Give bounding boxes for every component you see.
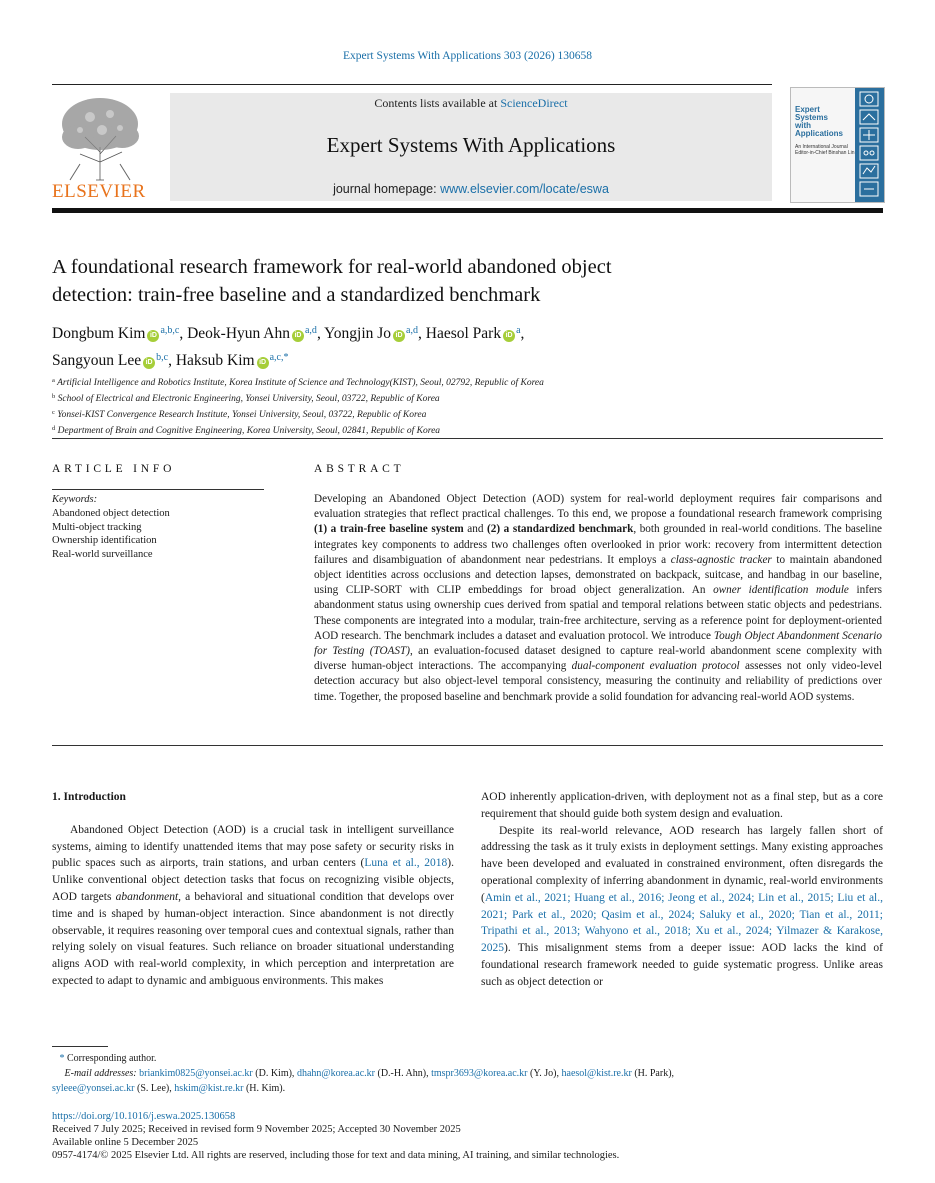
section-rule (52, 438, 883, 439)
author-name[interactable]: Dongbum Kim (52, 325, 146, 342)
cover-subtitle (795, 144, 854, 156)
homepage-line (170, 182, 772, 196)
article-title (52, 253, 812, 309)
keywords-block (52, 493, 264, 562)
email-link[interactable]: briankim0825@yonsei.ac.kr (139, 1068, 253, 1079)
title-line-2: detection: train-free baseline and a standardized benchmark (52, 284, 541, 306)
elsevier-wordmark: ELSEVIER (52, 181, 146, 202)
author-name[interactable]: Yongjin Jo (324, 325, 392, 342)
keyword: Ownership identification (52, 535, 157, 547)
abstract-italic: dual-component evaluation protocol (571, 660, 740, 673)
affiliation (52, 406, 872, 422)
author-affil-sup[interactable]: b,c (156, 352, 169, 363)
keyword: Multi-object tracking (52, 521, 142, 533)
affiliation-key: b (52, 393, 56, 400)
author-list: Dongbum Kim iD $^{a,b,c}$, Deok-Hyun Ahn iD $^{a,d}$, Yongjin Jo iD $^{a,d}$, Haesol Park iD $^a$, Sangyoun Lee iD $^{b,c}$, Haksub Kim iD $^{a,c,*}$ (52, 325, 525, 369)
footnote (52, 1051, 883, 1096)
corresponding-text: Corresponding author. (67, 1053, 157, 1064)
footnote-rule (52, 1046, 108, 1047)
email-owner: (Y. Jo), (527, 1068, 562, 1079)
affiliation-text: School of Electrical and Electronic Engineering, Yonsei University, Seoul, 03722, Republic of Korea (57, 394, 440, 404)
orcid-icon[interactable]: iD (393, 330, 405, 342)
affiliation-list (52, 374, 872, 438)
abstract-span: Developing an Abandoned Object Detection (AOD) system for real-world deployment requires fair comparisons and evaluation strategies that reflect practical challenges. To this end, we propose a foundational research framework comprising (314, 493, 882, 521)
received-dates: Received 7 July 2025; Received in revised form 9 November 2025; Accepted 30 November 2025 (52, 1124, 461, 1135)
abstract-heading: ABSTRACT (314, 463, 405, 475)
author-affil-sup[interactable]: a,d (406, 325, 418, 336)
email-link[interactable]: haesol@kist.re.kr (561, 1068, 632, 1079)
cover-title-line: Applications (795, 129, 844, 138)
body-span: ). Unlike conventional object detection tasks that focus on recognizing visible objects, AOD targets (52, 857, 454, 903)
author-affil-sup[interactable]: a (516, 325, 521, 336)
cover-title-line: with (795, 121, 811, 130)
keywords-label: Keywords: (52, 494, 98, 505)
cover-main (791, 88, 855, 202)
email-owner: (H. Kim). (243, 1083, 286, 1094)
body-span: Abandoned Object Detection (AOD) is a crucial task in intelligent surveillance systems, aiming to identify unattended items that may pose safety or security risks in public spaces such as airports, train stations, and urban centers ( (52, 823, 454, 870)
email-link[interactable]: dhahn@korea.ac.kr (296, 1068, 375, 1079)
contents-line (170, 96, 772, 111)
author-affil-sup[interactable]: a,c,* (269, 352, 289, 363)
intro-paragraph (481, 823, 883, 991)
title-line-1: A foundational research framework for real-world abandoned object (52, 256, 612, 278)
body-italic: abandonment (115, 890, 179, 903)
citation-link[interactable]: Luna et al., 2018 (364, 857, 448, 870)
keyword: Abandoned object detection (52, 507, 170, 519)
orcid-icon[interactable]: iD (292, 330, 304, 342)
elsevier-tree-logo (50, 92, 150, 182)
journal-banner (170, 93, 772, 201)
homepage-link[interactable]: www.elsevier.com/locate/eswa (440, 182, 609, 196)
abstract-bold: (2) a standardized benchmark (487, 523, 634, 536)
intro-paragraph (52, 822, 454, 990)
abstract-italic: Tough Object Abandonment Scenario for Testing (TOAST) (314, 629, 882, 658)
journal-cover-thumbnail[interactable] (790, 87, 885, 203)
body-span: Despite its real-world relevance, AOD research has largely fallen short of addressing the task as it truly exists in deployment settings. Many existing approaches have been developed and evaluated in constrained environment, often disregards the operational complexity of inferring abandonment in dynamic, real-world environments ( (481, 824, 883, 904)
header-thick-rule (52, 208, 883, 213)
footnote-star: * (59, 1053, 65, 1064)
author-name[interactable]: Haesol Park (425, 325, 502, 342)
email-owner: (D. Kim), (252, 1068, 297, 1079)
journal-citation[interactable]: Expert Systems With Applications 303 (2026) 130658 (342, 50, 593, 62)
keyword: Real-world surveillance (52, 549, 153, 561)
contents-prefix: Contents lists available at (374, 96, 501, 110)
author-name[interactable]: Sangyoun Lee (52, 352, 142, 369)
body-column-left (52, 789, 454, 990)
email-link[interactable]: tmspr3693@korea.ac.kr (431, 1068, 528, 1079)
homepage-prefix: journal homepage: (333, 182, 441, 196)
affiliation (52, 390, 872, 406)
orcid-icon[interactable]: iD (147, 330, 159, 342)
email-owner: (H. Park), (631, 1068, 675, 1079)
affiliation-key: d (52, 425, 56, 432)
affiliation-text: Yonsei-KIST Convergence Research Institute, Yonsei University, Seoul, 03722, Republic of Korea (57, 410, 427, 420)
article-info-rule (52, 489, 264, 490)
orcid-icon[interactable]: iD (143, 357, 155, 369)
cover-editor-line: Editor-in-Chief Binshan Lin (795, 150, 855, 156)
email-link[interactable]: hskim@kist.re.kr (174, 1083, 244, 1094)
cover-title-line: Systems (795, 113, 828, 122)
email-link[interactable]: syleee@yonsei.ac.kr (52, 1083, 135, 1094)
header-rule (52, 84, 772, 85)
abstract-span: , an evaluation-focused dataset designed to capture real-world abandonment scene complexity with diverse human-object interactions. The accompanying (314, 645, 882, 673)
email-list (52, 1066, 883, 1096)
corresponding-note (52, 1051, 883, 1066)
copyright-line: 0957-4174/© 2025 Elsevier Ltd. All rights are reserved, including those for text and data mining, AI training, and similar technologies. (52, 1150, 620, 1161)
abstract-rule (52, 745, 883, 746)
affiliation-key: a (52, 377, 55, 384)
abstract-span: assesses not only video-level detection accuracy but also object-level temporal consistency, measuring the continuity and reliability of predictions over time. Together, the proposed baseline and benchmark provide a solid foundation for advancing real-world AOD systems. (314, 660, 882, 703)
cover-subtitle-line: An International Journal (795, 144, 848, 150)
orcid-icon[interactable]: iD (503, 330, 515, 342)
publication-meta (52, 1110, 883, 1162)
abstract-span: infers abandonment status using ownership cues derived from spatial and temporal relations between static objects and pedestrians. These components are integrated into a modular, train-free architecture, serving as a reference point for deployment-oriented AOD research. The benchmark includes a dataset and evaluation protocol. We introduce (314, 584, 883, 642)
author-affil-sup[interactable]: a,d (304, 325, 317, 336)
cover-title (795, 106, 843, 138)
abstract-span: to maintain abandoned object identities across occlusions and detection lapses, demonstrated on backpack, suitcase, and handbag in our baseline, using CLIP-SORT with CLIP embeddings for broad object generalization. An (314, 553, 883, 597)
sciencedirect-link[interactable]: ScienceDirect (500, 96, 568, 110)
orcid-icon[interactable]: iD (257, 357, 269, 369)
abstract-span: , both grounded in real-world conditions. The baseline integrates key components to address two challenges often overlooked in prior work: recovery from intermittent detection failures and disambiguation of abandonment near pedestrians. It employs a (314, 523, 882, 566)
cover-title-line: Expert (795, 105, 820, 114)
email-owner: (D.-H. Ahn), (375, 1068, 432, 1079)
abstract-bold: (1) a train-free baseline system (314, 523, 464, 536)
journal-title: Expert Systems With Applications (326, 133, 616, 157)
abstract-span: and (463, 523, 488, 536)
author-name[interactable]: Haksub Kim (175, 352, 255, 369)
available-date: Available online 5 December 2025 (52, 1137, 199, 1148)
body-column-right (481, 789, 883, 991)
affiliation (52, 422, 872, 438)
affiliation (52, 374, 872, 390)
intro-paragraph: AOD inherently application-driven, with deployment not as a final step, but as a core requirement that should guide both system design and evaluation. (481, 791, 883, 820)
affiliation-text: Artificial Intelligence and Robotics Institute, Korea Institute of Science and Technology(KIST), Seoul, 02792, Republic of Korea (57, 378, 544, 388)
citation-link[interactable]: Amin et al., 2021; Huang et al., 2016; Jeong et al., 2024; Lin et al., 2015; Liu et al., 2021; Park et al., 2020; Qasim et al., 2024; Saluky et al., 2020; Tian et al., 2011; Tripathi et al., 2013; Wahyono et al., 2018; Xu et al., 2024; Yilmazer & Karakose, 2025 (481, 891, 883, 955)
affiliation-key: c (52, 409, 55, 416)
author-name[interactable]: Deok-Hyun Ahn (187, 325, 290, 342)
email-label: E-mail addresses: (64, 1068, 137, 1079)
doi-link[interactable]: https://doi.org/10.1016/j.eswa.2025.130658 (52, 1111, 236, 1122)
body-span: , a behavioral and situational condition that develops over time and is shaped by human-object interaction. Since abandonment is not directly observable, it requires reasoning over temporal cues and contextual signals, rather than relying solely on visual features. Such reliance on broader situational understanding aligns AOD with real-world complexity, in which perception and interpretation are expected to adapt to dynamic and ambiguous environments. This makes (52, 890, 454, 987)
affiliation-text: Department of Brain and Cognitive Engineering, Korea University, Seoul, 02841, Republic of Korea (57, 426, 441, 436)
author-affil-sup[interactable]: a,b,c (160, 325, 180, 336)
cover-icon-strip (855, 88, 884, 202)
abstract-text (314, 492, 882, 705)
abstract-italic: class-agnostic tracker (670, 553, 772, 566)
email-owner: (S. Lee), (134, 1083, 175, 1094)
article-info-heading: ARTICLE INFO (52, 463, 176, 475)
abstract-italic: owner identification module (713, 584, 849, 597)
body-span: ). This misalignment stems from a deeper issue: AOD lacks the kind of foundational research framework needed to guide systematic progress. Unlike areas such as object detection or (481, 942, 883, 988)
intro-heading: 1. Introduction (52, 791, 126, 803)
